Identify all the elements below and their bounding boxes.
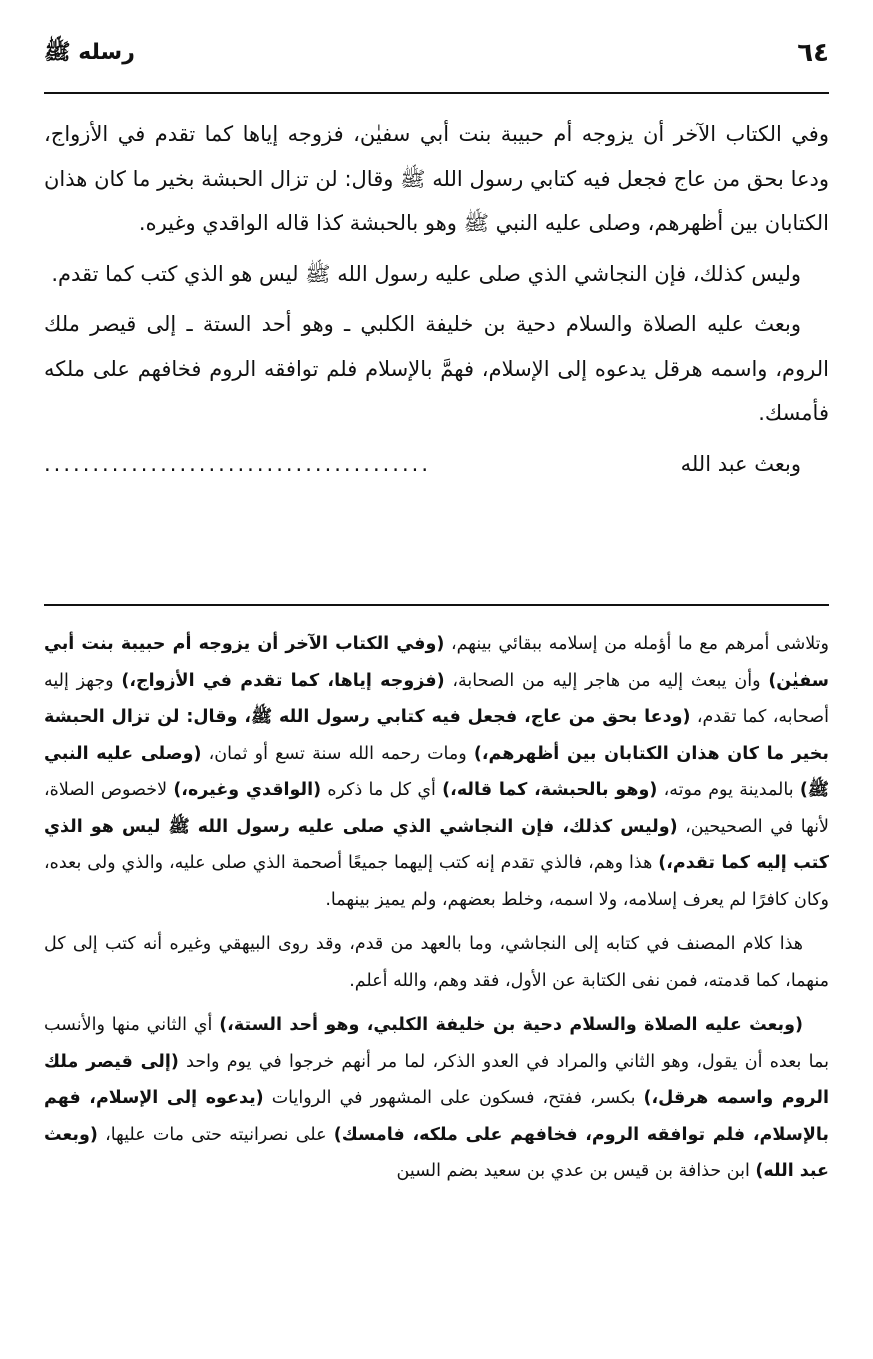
commentary-text: بالمدينة يوم موته، — [657, 780, 800, 800]
quoted-main-text: (وصلى عليه النبي ﷺ) — [44, 743, 829, 800]
continuation-dots: ........................................ — [44, 451, 432, 476]
main-paragraph-3: وبعث عليه الصلاة والسلام دحية بن خليفة الكلبي ـ وهو أحد الستة ـ إلى قيصر ملك الروم، واسمه هرقل يدعوه إلى الإسلام، فهمَّ بالإسلام فلم توافقه الروم فخافهم على ملكه فأمسك. — [44, 312, 829, 425]
commentary — [44, 626, 829, 1198]
quoted-main-text: (وليس كذلك، فإن النجاشي الذي صلى عليه رسول الله ﷺ ليس هو الذي كتب إليه كما تقدم،) — [44, 816, 829, 873]
quoted-main-text: (الواقدي وغيره،) — [173, 780, 322, 800]
page-number: ٦٤ — [797, 38, 829, 68]
quoted-main-text: (يدعوه إلى الإسلام، فهم بالإسلام، فلم توافقه الروم، فخافهم على ملكه، فامسك) — [44, 1088, 829, 1145]
commentary-paragraph-1 — [44, 626, 829, 918]
commentary-paragraph-3 — [44, 1007, 829, 1190]
commentary-text: لاخصوص الصلاة، لأنها في الصحيحين، — [44, 780, 829, 837]
main-paragraph-4 — [44, 442, 829, 487]
quoted-main-text: (إلى قيصر ملك الروم واسمه هرقل،) — [44, 1051, 829, 1108]
header-divider — [44, 92, 829, 94]
commentary-text: على نصرانيته حتى مات عليها، — [97, 1124, 334, 1145]
commentary-text: ابن حذافة بن قيس بن عدي بن سعيد بضم السين — [396, 1161, 756, 1181]
commentary-text: وأن يبعث إليه من هاجر إليه من الصحابة، — [444, 670, 769, 691]
quoted-main-text: (وفي الكتاب الآخر أن يزوجه أم حبيبة بنت أبي سفيٰن) — [44, 634, 830, 691]
quoted-main-text: (وهو بالحبشة، كما قاله،) — [442, 780, 658, 800]
quoted-main-text: (وبعث عبد الله) — [44, 1124, 829, 1181]
commentary-text: بكسر، ففتح، فسكون على المشهور في الروايات — [263, 1088, 644, 1108]
commentary-text: أي الثاني منها والأنسب بما بعده أن يقول، وهو الثاني والمراد في العدو الذكر، لما مر أنهم خرجوا في يوم واحد — [44, 1015, 829, 1072]
quoted-main-text: (ودعا بحق من عاج، فجعل فيه كتابي رسول الله ﷺ، وقال: لن تزال الحبشة بخير ما كان هذان الكتابان بين أظهرهم،) — [44, 707, 829, 764]
commentary-text: هذا وهم، فالذي تقدم إنه كتب إليهما جميعًا أصحمة الذي صلى عليه، والذي ولى بعده، وكان كافرًا لم يعرف إسلامه، ولا اسمه، وخلط بعضهم، ولم يميز بينهما. — [44, 853, 829, 910]
main-text — [44, 112, 829, 492]
main-paragraph-2: وليس كذلك، فإن النجاشي الذي صلى عليه رسول الله ﷺ ليس هو الذي كتب كما تقدم. — [51, 261, 801, 286]
running-title: رسله ﷺ — [44, 40, 135, 65]
quoted-main-text: (فزوجه إياها، كما تقدم في الأزواج،) — [121, 670, 445, 691]
commentary-text: ومات رحمه الله سنة تسع أو ثمان، — [201, 743, 474, 764]
commentary-paragraph-2: هذا كلام المصنف في كتابه إلى النجاشي، وما بالعهد من قدم، وقد روى البيهقي وغيره أنه كتب إلى كل منهما، كما قدمته، فمن نفى الكتابة عن الأول، فقد وهم، والله أعلم. — [44, 934, 829, 991]
commentary-divider — [44, 604, 829, 606]
commentary-text: وتلاشى أمرهم مع ما أؤمله من إسلامه ببقائي بينهم، — [444, 634, 829, 654]
main-paragraph-4-text: وبعث عبد الله — [680, 451, 801, 476]
quoted-main-text: (وبعث عليه الصلاة والسلام دحية بن خليفة الكلبي، وهو أحد الستة،) — [219, 1015, 803, 1035]
main-paragraph-1: وفي الكتاب الآخر أن يزوجه أم حبيبة بنت أبي سفيٰن، فزوجه إياها كما تقدم في الأزواج، ودعا بحق من عاج فجعل فيه كتابي رسول الله ﷺ وقال: لن تزال الحبشة بخير ما كان هذان الكتابان بين أظهرهم، وصلى عليه النبي ﷺ وهو بالحبشة كذا قاله الواقدي وغيره. — [44, 122, 829, 235]
commentary-text: أي كل ما ذكره — [321, 780, 443, 800]
commentary-text: وجهز إليه أصحابه، كما تقدم، — [44, 670, 829, 727]
page-header — [44, 38, 829, 78]
